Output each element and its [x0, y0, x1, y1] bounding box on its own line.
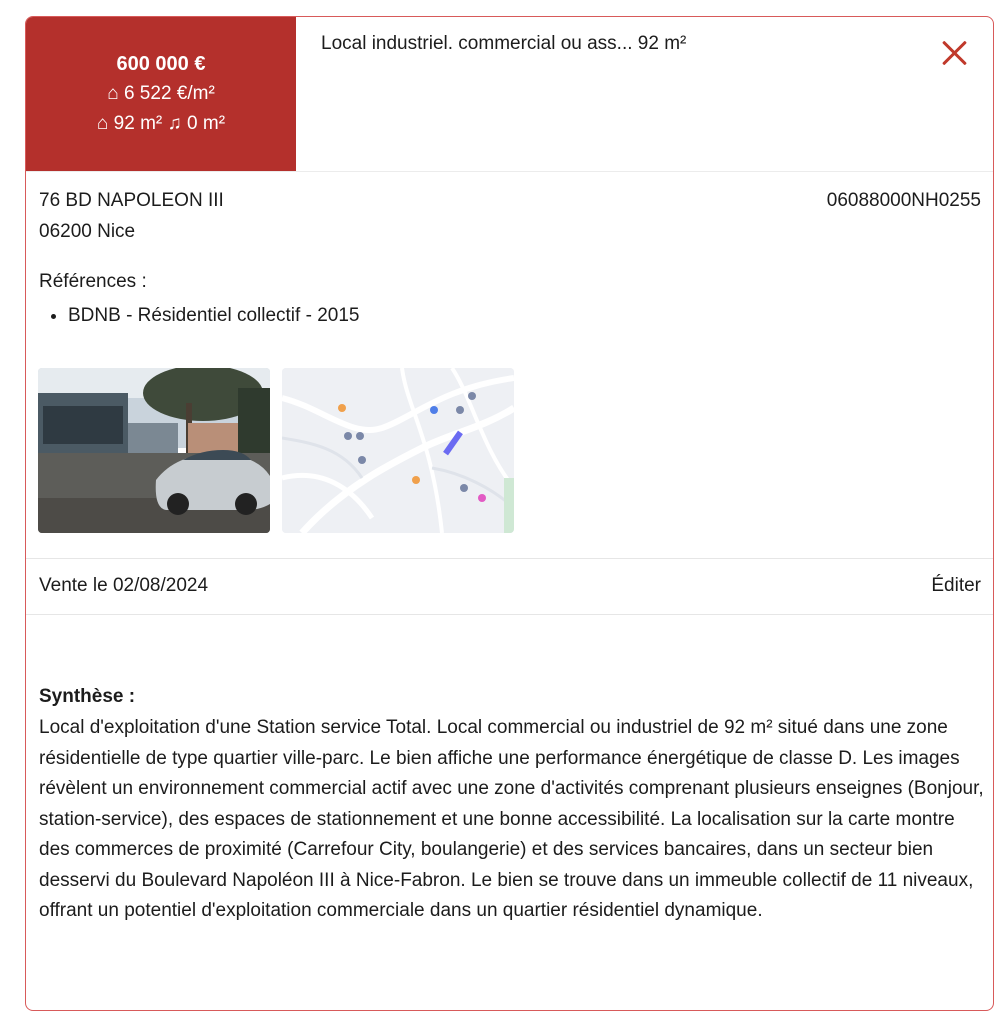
- price-box: [26, 17, 296, 171]
- street-view-image[interactable]: [38, 368, 270, 533]
- references-list: [39, 305, 359, 327]
- synthesis-text: Local d'exploitation d'une Station service Total. Local commercial ou industriel de 92 m² situé dans une zone résidentielle de type quartier ville-parc. Le bien affiche une performance énergétique de classe D. Les images révèlent un environnement commercial actif avec une zone d'activités comprenant plusieurs enseignes (Bonjour, station-service), des espaces de stationnement et une bonne accessibilité. La localisation sur la carte montre des commerces de proximité (Carrefour City, boulangerie) et des services bancaires, dans un secteur bien desservi du Boulevard Napoléon III à Nice-Fabron. Le bien se trouve dans un immeuble collectif de 11 niveaux, offrant un potentiel d'exploitation commerciale dans un quartier résidentiel dynamique.: [39, 717, 984, 921]
- synthesis-title: Synthèse :: [39, 686, 136, 707]
- reference-id: 06088000NH0255: [826, 190, 981, 211]
- close-icon[interactable]: [941, 39, 969, 67]
- address: [39, 185, 224, 247]
- price: 600 000 €: [116, 53, 206, 75]
- address-line1: 76 BD NAPOLEON III: [39, 190, 224, 211]
- street-view-illustration: [38, 368, 270, 533]
- sale-date: Vente le 02/08/2024: [39, 575, 209, 596]
- map-thumbnail[interactable]: [282, 368, 514, 533]
- property-title: Local industriel. commercial ou ass... 92 m²: [321, 33, 687, 54]
- references-title: Références :: [39, 271, 147, 292]
- areas: ⌂ 92 m² ♫ 0 m²: [96, 113, 226, 134]
- list-item: • BDNB - Résidentiel collectif - 2015: [68, 305, 359, 327]
- address-line2: 06200 Nice: [39, 221, 136, 242]
- divider: [26, 614, 993, 615]
- card-header: [26, 17, 993, 172]
- divider: [26, 558, 993, 559]
- price-per-m2: ⌂ 6 522 €/m²: [107, 83, 215, 104]
- property-card: [25, 16, 994, 1011]
- map-illustration: [282, 368, 514, 533]
- edit-button[interactable]: Éditer: [931, 575, 981, 596]
